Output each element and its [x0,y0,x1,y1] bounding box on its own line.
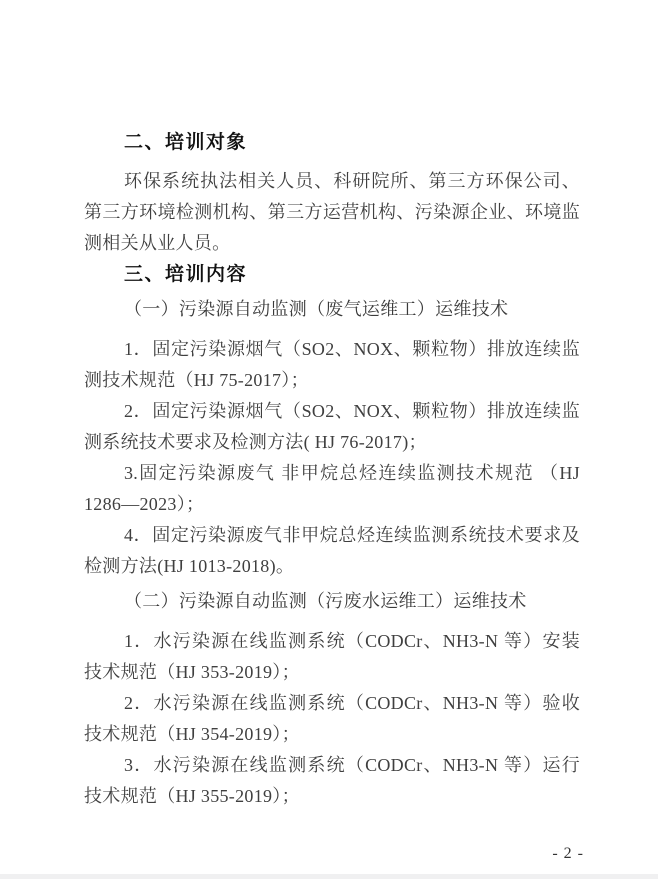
subheading-section-gas: （一）污染源自动监测（废气运维工）运维技术 [124,299,509,319]
list-item-water-2: 2．水污染源在线监测系统（CODCr、NH3-N 等）验收技术规范（HJ 354-2019）； [84,693,580,744]
list-item-gas-4: 4．固定污染源废气非甲烷总烃连续监测系统技术要求及检测方法(HJ 1013-2018)。 [84,525,580,576]
list-item-water-3: 3．水污染源在线监测系统（CODCr、NH3-N 等）运行技术规范（HJ 355-2019）； [84,755,580,806]
paragraph-training-audience: 环保系统执法相关人员、科研院所、第三方环保公司、第三方环境检测机构、第三方运营机构、污染源企业、环境监测相关从业人员。 [84,171,580,253]
scan-edge-strip [0,874,658,879]
heading-training-audience: 二、培训对象 [124,132,248,153]
list-item-gas-2: 2．固定污染源烟气（SO2、NOX、颗粒物）排放连续监测系统技术要求及检测方法( HJ 76-2017)； [84,401,580,452]
list-item-gas-1: 1．固定污染源烟气（SO2、NOX、颗粒物）排放连续监测技术规范（HJ 75-2017）； [84,339,580,390]
list-item-water-1: 1．水污染源在线监测系统（CODCr、NH3-N 等）安装技术规范（HJ 353-2019）； [84,631,580,682]
subheading-section-water: （二）污染源自动监测（污废水运维工）运维技术 [124,591,527,611]
page-number: - 2 - [552,845,584,862]
heading-training-content: 三、培训内容 [124,264,248,285]
document-body [84,127,580,812]
list-item-gas-3: 3.固定污染源废气 非甲烷总烃连续监测技术规范 （HJ 1286—2023）； [84,463,580,514]
